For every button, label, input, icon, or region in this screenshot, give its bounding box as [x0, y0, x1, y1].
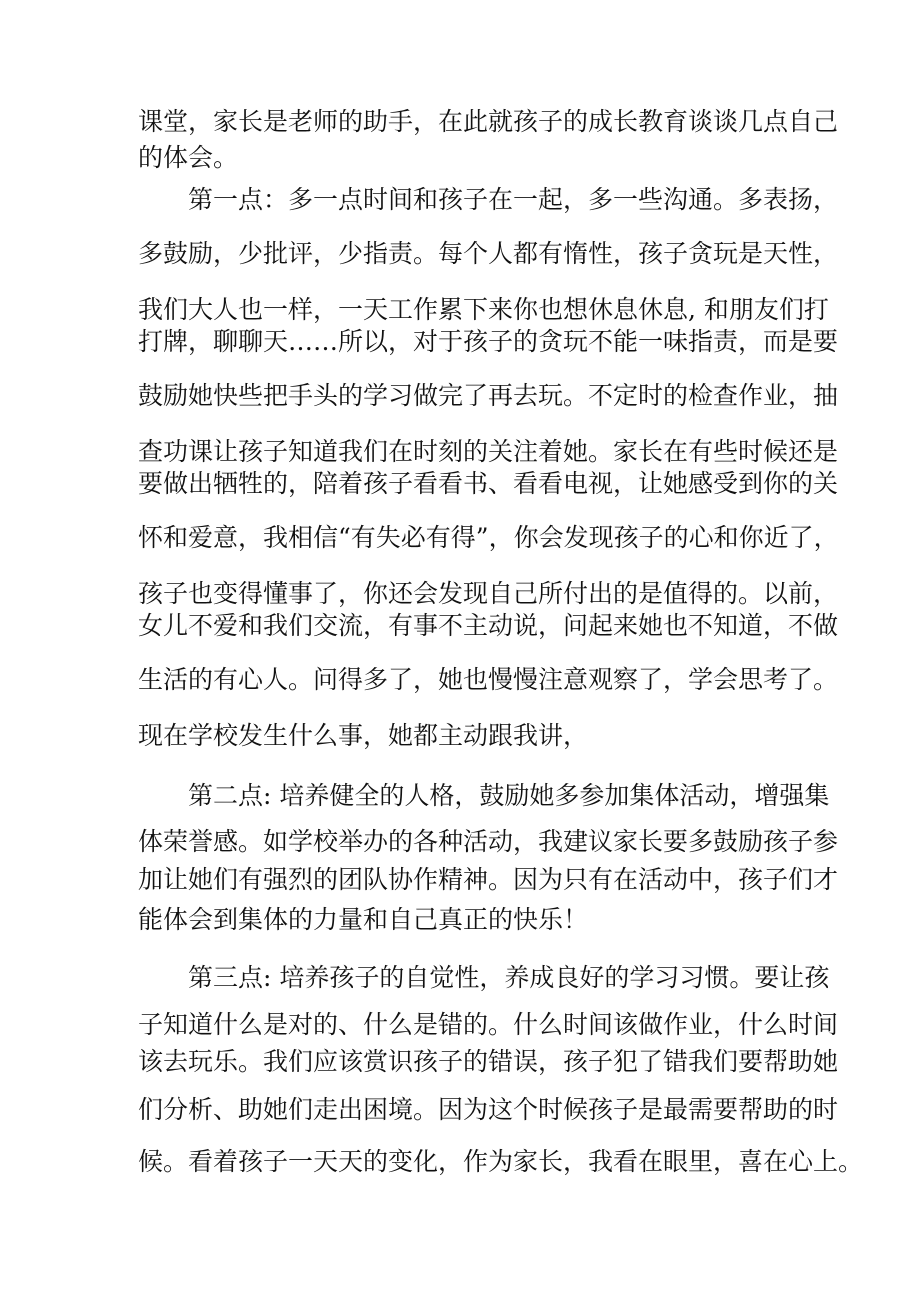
paragraph-first-line: 第三点: 培养孩子的自觉性，养成良好的学习习惯。要让孩 [188, 963, 830, 992]
text-line: 要做出牺牲的，陪着孩子看看书、看看电视，让她感受到你的关 [138, 469, 839, 498]
text-line: 多鼓励，少批评，少指责。每个人都有惰性，孩子贪玩是天性， [138, 239, 839, 268]
text-line: 生活的有心人。问得多了，她也慢慢注意观察了，学会思考了。 [138, 665, 839, 694]
text-line: 鼓励她快些把手头的学习做完了再去玩。不定时的检查作业，抽 [138, 381, 839, 410]
text-line: 能体会到集体的力量和自己真正的快乐！ [138, 905, 589, 934]
text-line: 加让她们有强烈的团队协作精神。因为只有在活动中，孩子们才 [138, 865, 839, 894]
text-line: 怀和爱意，我相信“有失必有得”，你会发现孩子的心和你近了， [138, 523, 839, 552]
text-line: 查功课让孩子知道我们在时刻的关注着她。家长在有些时候还是 [138, 437, 839, 466]
text-line: 孩子也变得懂事了，你还会发现自己所付出的是值得的。以前， [138, 579, 839, 608]
text-line: 女儿不爱和我们交流，有事不主动说，问起来她也不知道，不做 [138, 611, 839, 640]
text-line: 该去玩乐。我们应该赏识孩子的错误，孩子犯了错我们要帮助她 [138, 1047, 839, 1076]
text-line: 们分析、助她们走出困境。因为这个时候孩子是最需要帮助的时 [138, 1095, 839, 1124]
text-line: 我们大人也一样，一天工作累下来你也想休息休息, 和朋友们打 [138, 295, 829, 324]
text-line: 打牌，聊聊天……所以，对于孩子的贪玩不能一味指责，而是要 [138, 327, 839, 356]
paragraph-first-line: 第一点：多一点时间和孩子在一起，多一些沟通。多表扬， [188, 185, 839, 214]
text-line: 现在学校发生什么事，她都主动跟我讲， [138, 721, 589, 750]
text-line: 候。看着孩子一天天的变化，作为家长，我看在眼里，喜在心上。 [138, 1147, 864, 1176]
text-line: 课堂，家长是老师的助手，在此就孩子的成长教育谈谈几点自己 [138, 107, 839, 136]
text-line: 体荣誉感。如学校举办的各种活动，我建议家长要多鼓励孩子参 [138, 827, 839, 856]
text-line: 子知道什么是对的、什么是错的。什么时间该做作业，什么时间 [138, 1010, 839, 1039]
paragraph-first-line: 第二点: 培养健全的人格，鼓励她多参加集体活动，增强集 [188, 781, 830, 810]
text-line: 的体会。 [138, 143, 239, 172]
